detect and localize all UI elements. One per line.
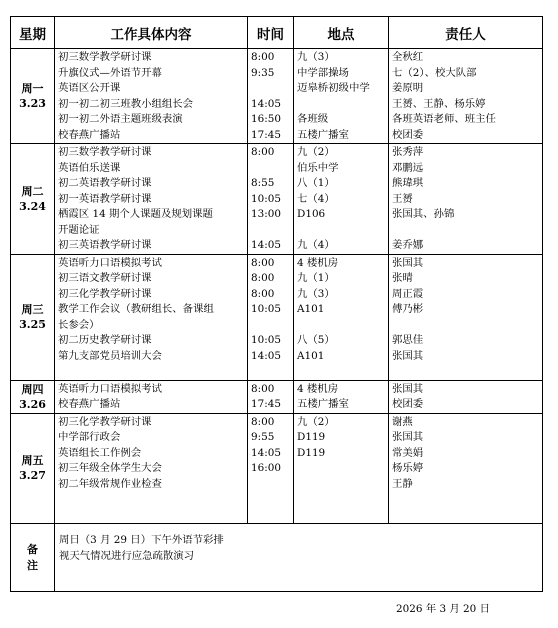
day-time-column	[248, 144, 294, 255]
entry-person: 张国其	[392, 349, 424, 362]
entry-person: 张国其	[392, 431, 424, 443]
day-person-column	[389, 254, 543, 380]
entry-place: 九（2）	[297, 146, 335, 158]
entry-place: 4 楼机房	[297, 382, 339, 395]
day-time-column	[248, 254, 294, 380]
day-name: 周二	[21, 184, 44, 198]
entry-content: 初三化学教学研讨课	[58, 287, 152, 300]
entry-time: 8:00	[251, 382, 275, 395]
day-content-column	[55, 49, 248, 144]
entry-content: 初二英语教学研讨课	[58, 177, 152, 189]
entry-content: 初一初二外语主题班级表演	[58, 113, 183, 125]
entry-content: 英语伯乐送课	[58, 161, 121, 174]
entry-person: 校团委	[392, 128, 424, 141]
entry-time: 14:05	[251, 446, 281, 459]
day-row	[11, 380, 543, 413]
day-row	[11, 144, 543, 255]
spacer	[294, 508, 388, 524]
entry-content: 初三化学教学研讨课	[58, 415, 152, 428]
day-name: 周三	[21, 303, 44, 316]
entry-time	[248, 477, 293, 493]
spacer	[248, 492, 293, 508]
entry-content: 初三年级全体学生大会	[58, 462, 162, 474]
entry-time	[248, 81, 293, 97]
note-line: 周日（3 月 29 日）下午外语节彩排	[59, 534, 224, 546]
entry-place: 五楼广播室	[297, 398, 349, 410]
entry-place: 九（3）	[297, 287, 335, 300]
entry-content: 栖霞区 14 期个人课题及规划课题	[58, 208, 213, 220]
entry-person: 全秋红	[392, 51, 424, 63]
entry-person: 郭思佳	[392, 334, 424, 346]
entry-place	[294, 477, 388, 493]
entry-time: 8:00	[251, 287, 275, 300]
entry-person: 张国其、孙锦	[392, 208, 455, 220]
spacer	[55, 508, 247, 524]
day-cell	[11, 49, 55, 144]
entry-content: 校春燕广播站	[58, 128, 121, 141]
entry-person: 周正霞	[392, 287, 424, 300]
entry-place	[294, 97, 388, 113]
day-date: 3.24	[19, 199, 46, 213]
entry-content: 初二历史教学研讨课	[58, 334, 152, 346]
day-row	[11, 413, 543, 524]
entry-person	[389, 223, 542, 239]
entry-place: 九（3）	[297, 51, 335, 63]
entry-time: 8:00	[251, 415, 275, 428]
entry-time: 9:35	[251, 66, 275, 79]
header-day: 星期	[11, 17, 55, 49]
spacer	[55, 364, 247, 380]
entry-content: 校春燕广播站	[58, 398, 121, 410]
entry-place: 伯乐中学	[297, 161, 339, 174]
entry-time: 9:55	[251, 431, 275, 443]
entry-place: D119	[297, 446, 326, 459]
entry-content: 初三数学教学研讨课	[58, 51, 152, 63]
spacer	[248, 508, 293, 524]
notes-label	[11, 524, 55, 592]
day-person-column	[389, 413, 543, 524]
entry-person: 校团委	[392, 398, 424, 410]
schedule-table	[10, 16, 543, 592]
entry-content: 英语区公开课	[58, 82, 121, 94]
day-row	[11, 254, 543, 380]
entry-place: 中学部操场	[297, 66, 349, 79]
day-place-column	[294, 49, 389, 144]
entry-content: 升旗仪式—外语节开幕	[58, 66, 162, 79]
day-place-column	[294, 144, 389, 255]
day-date: 3.23	[19, 97, 46, 110]
entry-person: 王赟、王静、杨乐婷	[392, 97, 486, 110]
entry-person: 姜乔娜	[392, 239, 424, 251]
header-place: 地点	[294, 17, 389, 49]
day-place-column	[294, 254, 389, 380]
entry-place: A101	[297, 349, 325, 362]
day-cell	[11, 254, 55, 380]
entry-content: 中学部行政会	[58, 431, 121, 443]
entry-content: 初三英语教学研讨课	[58, 239, 152, 251]
day-content-column	[55, 380, 248, 413]
schedule-body	[11, 49, 543, 524]
entry-content: 初一英语教学研讨课	[58, 192, 152, 205]
entry-place: A101	[297, 303, 325, 315]
entry-time: 8:00	[251, 146, 275, 158]
entry-content: 教学工作会议（教研组长、备课组	[58, 303, 214, 315]
day-place-column	[294, 413, 389, 524]
entry-place: 4 楼机房	[297, 256, 339, 269]
entry-content: 初二年级常规作业检查	[58, 477, 162, 490]
entry-time: 10:05	[251, 192, 281, 205]
entry-place: 五楼广播室	[297, 128, 349, 141]
entry-time: 13:00	[251, 208, 281, 220]
entry-person: 姜原明	[392, 82, 424, 94]
header-row	[11, 17, 543, 49]
entry-content: 初三数学教学研讨课	[58, 146, 152, 158]
entry-time	[248, 223, 293, 239]
entry-person: 张国其	[392, 256, 424, 269]
entry-person: 七（2）、校大队部	[392, 66, 477, 79]
day-person-column	[389, 144, 543, 255]
day-cell	[11, 413, 55, 524]
entry-person: 杨乐婷	[392, 462, 424, 474]
entry-content: 英语组长工作例会	[58, 446, 142, 459]
entry-time	[248, 318, 293, 334]
day-person-column	[389, 49, 543, 144]
entry-time: 10:05	[251, 334, 281, 346]
entry-person: 熊瑋琪	[392, 177, 424, 189]
entry-place: 八（1）	[297, 177, 335, 189]
day-date: 3.27	[19, 469, 46, 483]
entry-person: 张晴	[392, 272, 413, 284]
entry-time: 17:45	[251, 128, 281, 141]
entry-place: 八（5）	[297, 334, 335, 346]
day-date: 3.26	[19, 397, 46, 411]
day-content-column	[55, 413, 248, 524]
day-person-column	[389, 380, 543, 413]
entry-person: 张国其	[392, 382, 424, 395]
day-date: 3.25	[19, 318, 46, 331]
entry-person: 各班英语老师、班主任	[392, 113, 496, 125]
day-name: 周一	[21, 82, 44, 95]
entry-person: 王静	[392, 477, 413, 490]
entry-place: D106	[297, 208, 326, 220]
entry-time	[248, 161, 293, 177]
entry-time: 8:00	[251, 256, 275, 269]
entry-content: 第九支部党员培训大会	[58, 349, 162, 362]
entry-content: 初一初二初三班教小组组长会	[58, 97, 194, 110]
spacer	[294, 492, 388, 508]
header-time: 时间	[248, 17, 294, 49]
entry-time: 14:05	[251, 239, 281, 251]
entry-time: 8:55	[251, 177, 275, 189]
spacer	[389, 508, 542, 524]
entry-place	[294, 461, 388, 477]
entry-person	[389, 318, 542, 334]
header-person: 责任人	[389, 17, 543, 49]
entry-place	[294, 318, 388, 334]
day-name: 周五	[21, 454, 44, 468]
entry-time: 10:05	[251, 303, 281, 315]
entry-place: 迈皋桥初级中学	[297, 82, 370, 94]
day-time-column	[248, 49, 294, 144]
entry-place: 九（2）	[297, 415, 335, 428]
notes-label-char-1: 备	[27, 542, 38, 556]
entry-person: 邓鹏远	[392, 161, 424, 174]
entry-place: 七（4）	[297, 192, 335, 205]
note-line: 视天气情况进行应急疏散演习	[59, 550, 195, 562]
spacer	[389, 364, 542, 380]
entry-time: 8:00	[251, 51, 275, 63]
day-cell	[11, 144, 55, 255]
entry-time: 8:00	[251, 272, 275, 284]
day-time-column	[248, 413, 294, 524]
entry-place: 各班级	[297, 113, 329, 125]
day-cell	[11, 380, 55, 413]
entry-place: D119	[297, 431, 326, 443]
entry-place: 九（4）	[297, 239, 335, 251]
entry-time: 14:05	[251, 349, 281, 362]
entry-person: 谢燕	[392, 415, 413, 428]
spacer	[294, 364, 388, 380]
spacer	[248, 364, 293, 380]
notes-label-char-2: 注	[27, 558, 38, 572]
entry-place: 九（1）	[297, 272, 335, 284]
entry-place	[294, 223, 388, 239]
day-content-column	[55, 144, 248, 255]
entry-person: 傅乃彬	[392, 303, 424, 315]
entry-person: 张秀萍	[392, 146, 424, 158]
footer-date: 2026 年 3 月 20 日	[396, 603, 490, 615]
notes-row	[11, 524, 543, 592]
spacer	[389, 492, 542, 508]
entry-content: 初三语文教学研讨课	[58, 272, 152, 284]
entry-time: 17:45	[251, 398, 281, 410]
entry-person: 常美娟	[392, 446, 424, 459]
day-row	[11, 49, 543, 144]
day-name: 周四	[21, 382, 44, 396]
entry-time: 14:05	[251, 97, 281, 110]
day-place-column	[294, 380, 389, 413]
entry-content: 开题论证	[58, 223, 100, 236]
entry-time: 16:50	[251, 113, 281, 125]
entry-content: 长参会）	[58, 318, 100, 331]
notes-content	[55, 524, 543, 592]
entry-time: 16:00	[251, 462, 281, 474]
entry-content: 英语听力口语模拟考试	[58, 256, 162, 269]
day-content-column	[55, 254, 248, 380]
entry-person: 王赟	[392, 192, 413, 205]
spacer	[55, 492, 247, 508]
day-time-column	[248, 380, 294, 413]
header-content: 工作具体内容	[55, 17, 248, 49]
entry-content: 英语听力口语模拟考试	[58, 382, 162, 395]
